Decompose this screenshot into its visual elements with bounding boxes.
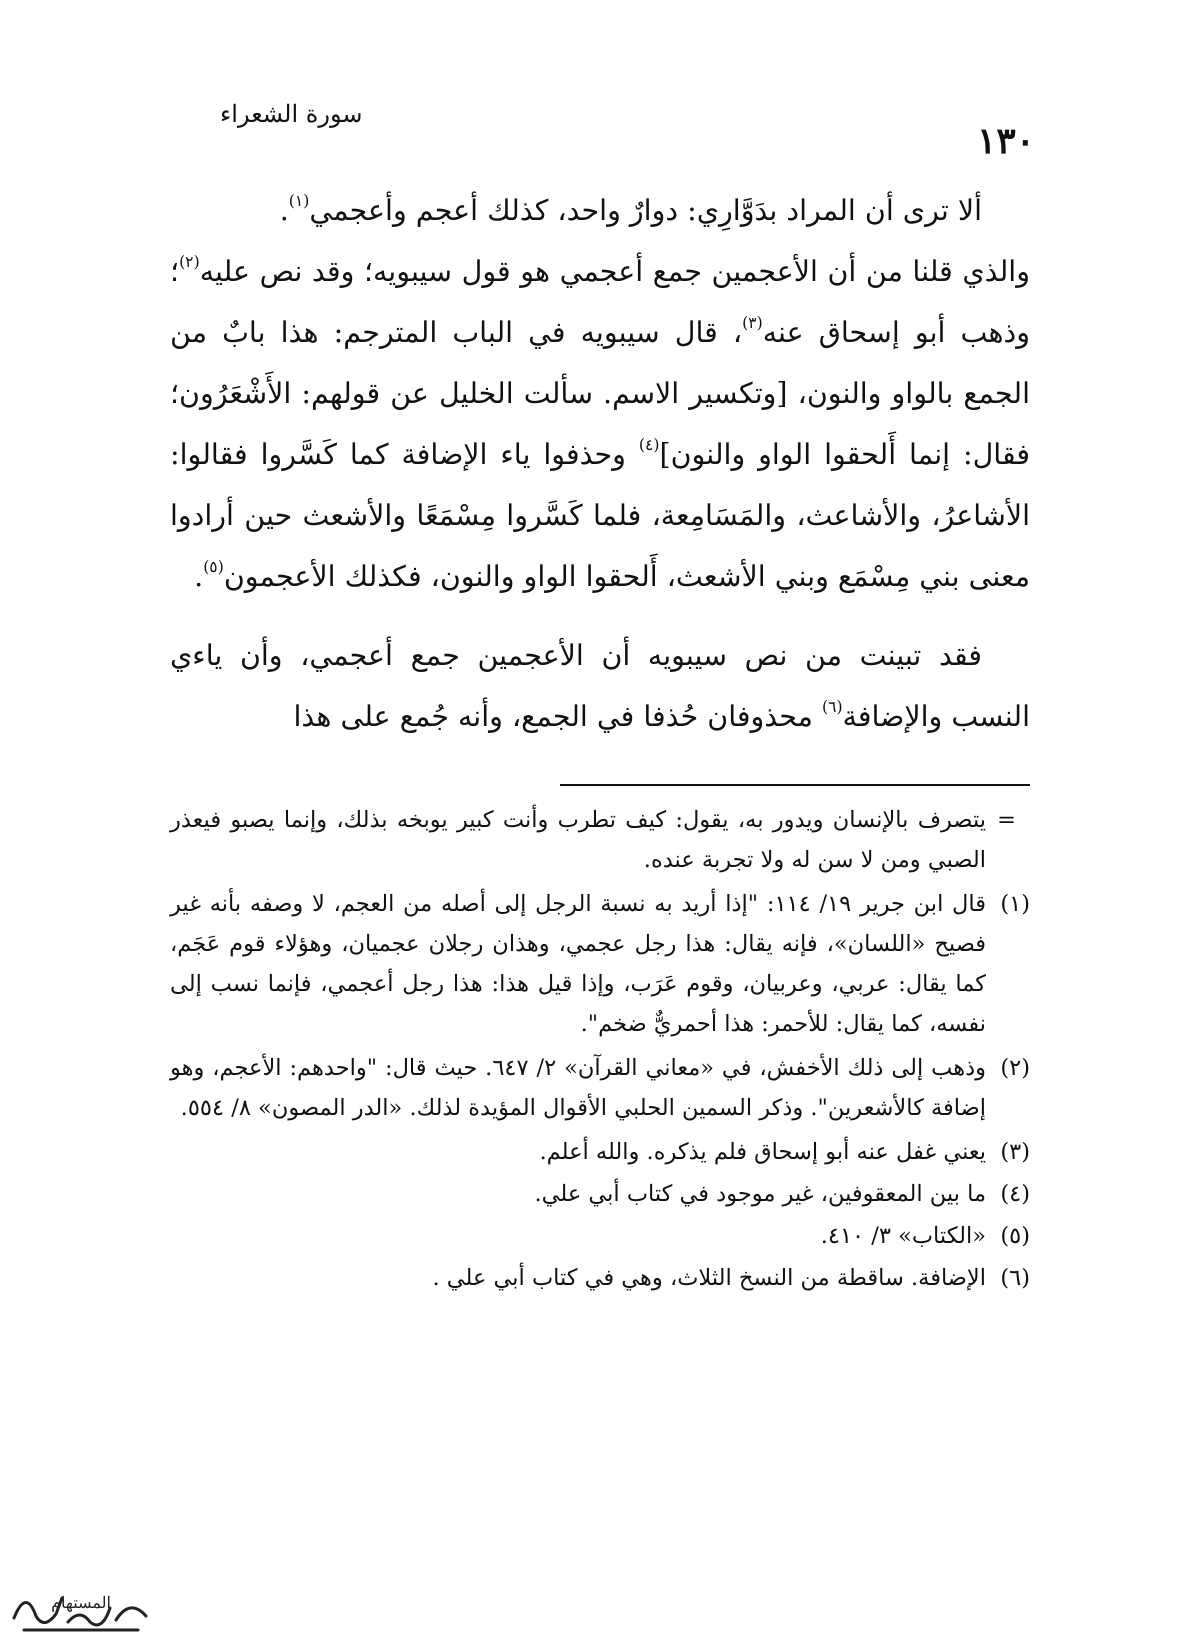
paragraph-1 bbox=[170, 180, 1030, 241]
footnote-ref: (١) bbox=[288, 190, 310, 210]
paragraph-text: وحذفوا ياء الإضافة كما كَسَّروا فقالوا: الأشاعرُ، والأشاعث، والمَسَامِعة، فلما كَسَّروا مِسْمَعًا والأشعث حين أرادوا معنى بني مِسْمَع وبني الأشعث، أَلحقوا الواو والنون، فكذلك الأعجمون bbox=[170, 438, 1030, 593]
footnote-3 bbox=[170, 1132, 1030, 1172]
footnote-separator bbox=[560, 784, 1030, 786]
footnote-number: (١) bbox=[1000, 891, 1030, 917]
footnote-continuation bbox=[170, 800, 1030, 880]
footnote-ref: (٦) bbox=[821, 696, 843, 716]
footnote-text: ما بين المعقوفين، غير موجود في كتاب أبي علي. bbox=[534, 1181, 986, 1207]
paragraph-3 bbox=[170, 625, 1030, 747]
paragraph-text: ؛ وذهب أبو إسحاق عنه bbox=[170, 255, 1030, 349]
footnote-ref: (٢) bbox=[179, 251, 200, 271]
paragraph-2 bbox=[170, 241, 1030, 607]
footnotes bbox=[170, 800, 1030, 1300]
footnote-ref: (٣) bbox=[742, 312, 763, 332]
footnote-number: (٥) bbox=[1000, 1223, 1030, 1249]
paragraph-text: ألا ترى أن المراد بدَوَّارِي: دوارٌ واحد، كذلك أعجم وأعجمي bbox=[309, 194, 982, 227]
footnote-text: يعني غفل عنه أبو إسحاق فلم يذكره. والله أعلم. bbox=[539, 1139, 986, 1165]
paragraph-text: محذوفان حُذفا في الجمع، وأنه جُمع على هذا bbox=[293, 700, 822, 733]
watermark-text: المستهام bbox=[51, 1593, 111, 1612]
footnote-2 bbox=[170, 1048, 1030, 1128]
continuation-mark: = bbox=[997, 807, 1016, 833]
page-number: ١٣٠ bbox=[976, 120, 1035, 162]
footnote-4 bbox=[170, 1174, 1030, 1214]
main-text bbox=[170, 180, 1030, 747]
footnote-text: الإضافة. ساقطة من النسخ الثلاث، وهي في كتاب أبي علي . bbox=[432, 1265, 986, 1291]
footnote-number: (٣) bbox=[1000, 1139, 1030, 1165]
footnote-number: (٢) bbox=[1000, 1055, 1030, 1081]
paragraph-text: فقد تبينت من نص سيبويه أن الأعجمين جمع أعجمي، وأن ياءي النسب والإضافة bbox=[170, 639, 1030, 733]
paragraph-text: والذي قلنا من أن الأعجمين جمع أعجمي هو قول سيبويه؛ وقد نص عليه bbox=[199, 255, 1030, 288]
footnote-ref: (٥) bbox=[203, 556, 224, 576]
footnote-6 bbox=[170, 1258, 1030, 1298]
paragraph-text: ، قال سيبويه في الباب المترجم: هذا بابٌ من الجمع بالواو والنون، [وتكسير الاسم. سألت الخليل عن قولهم: الأَشْعَرُون؛ فقال: إنما أَلحقوا الواو والنون] bbox=[170, 316, 1030, 471]
footnote-1 bbox=[170, 884, 1030, 1044]
paragraph-end: . bbox=[194, 560, 204, 593]
page-header bbox=[200, 100, 1035, 160]
footnote-text: وذهب إلى ذلك الأخفش، في «معاني القرآن» ٢/ ٦٤٧. حيث قال: "واحدهم: الأعجم، وهو إضافة كالأشعرين". وذكر السمين الحلبي الأقوال المؤيدة لذلك. «الدر المصون» ٨/ ٥٥٤. bbox=[170, 1055, 986, 1121]
running-title: سورة الشعراء bbox=[220, 100, 363, 128]
calligraphy-watermark bbox=[6, 1578, 156, 1638]
footnote-number: (٦) bbox=[1000, 1265, 1030, 1291]
footnote-text: «الكتاب» ٣/ ٤١٠. bbox=[820, 1223, 986, 1249]
paragraph-end: . bbox=[279, 194, 289, 227]
footnote-text: يتصرف بالإنسان ويدور به، يقول: كيف تطرب وأنت كبير يوبخه بذلك، وإنما يصبو فيعذر الصبي ومن لا سن له ولا تجربة عنده. bbox=[170, 807, 986, 873]
footnote-text: قال ابن جرير ١٩/ ١١٤: "إذا أريد به نسبة الرجل إلى أصله من العجم، لا وصفه بأنه غير فصيح «اللسان»، فإنه يقال: هذا رجل عجمي، وهذان رجلان عجميان، وهؤلاء قوم عَجَم، كما يقال: عربي، وعربيان، وقوم عَرَب، وإذا قيل هذا: هذا رجل أعجمي، فإنما نسب إلى نفسه، كما يقال: للأحمر: هذا أحمريٌّ ضخم". bbox=[170, 891, 987, 1037]
footnote-5 bbox=[170, 1216, 1030, 1256]
footnote-number: (٤) bbox=[1000, 1181, 1030, 1207]
footnote-ref: (٤) bbox=[638, 434, 660, 454]
